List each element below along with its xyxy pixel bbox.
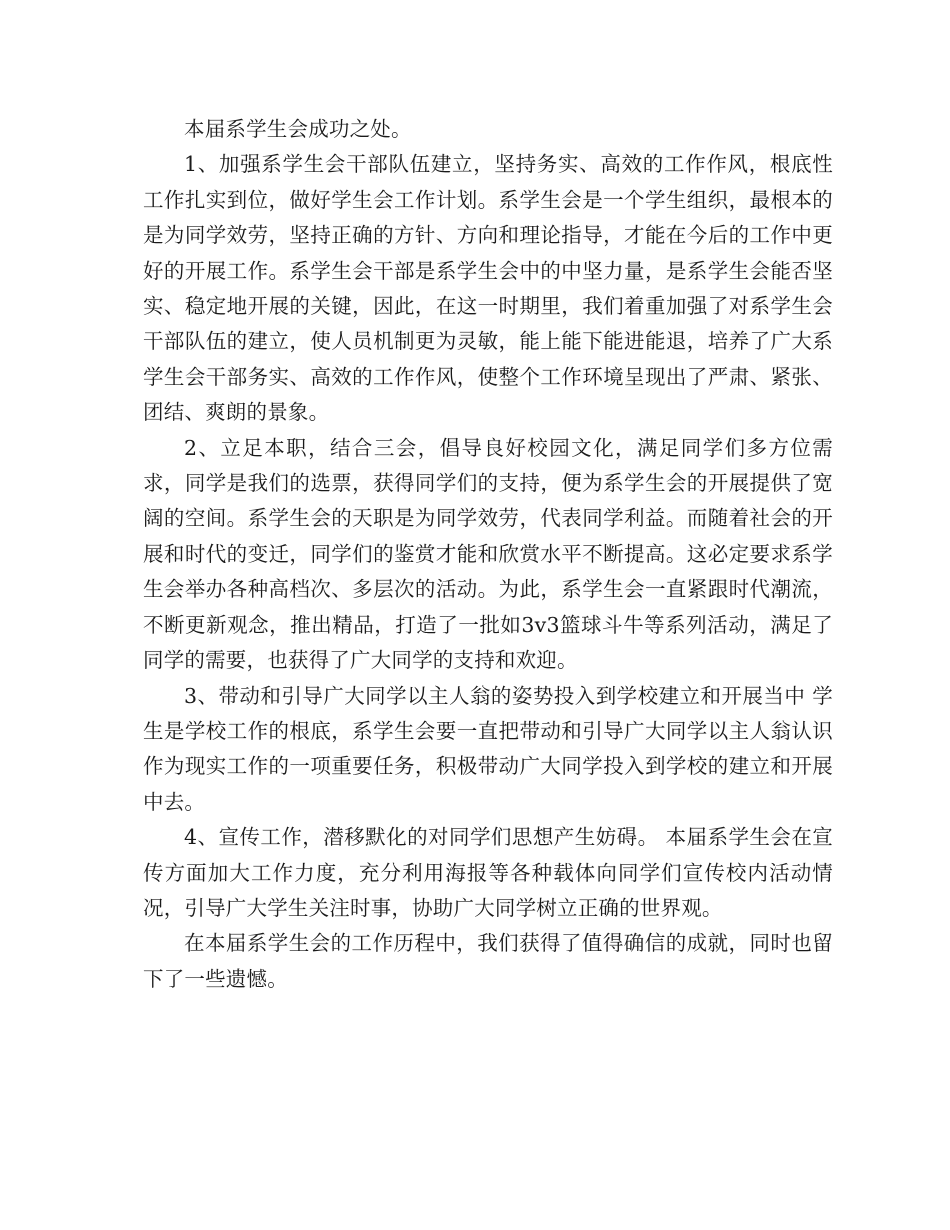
paragraph-conclusion: 在本届系学生会的工作历程中，我们获得了值得确信的成就，同时也留下了一些遗憾。	[143, 931, 833, 991]
paragraph-item-2: 2、立足本职，结合三会，倡导良好校园文化，满足同学们多方位需求，同学是我们的选票，获得同学们的支持，便为系学生会的开展提供了宽阔的空间。系学生会的天职是为同学效劳，代表同学利益。而随着社会的开展和时代的变迁，同学们的鉴赏才能和欣赏水平不断提高。这必定要求系学生会举办各种高档次、多层次的活动。为此，系学生会一直紧跟时代潮流，不断更新观念，推出精品，打造了一批如3v3篮球斗牛等系列活动，满足了同学的需要，也获得了广大同学的支持和欢迎。	[143, 435, 833, 673]
paragraph-item-3: 3、带动和引导广大同学以主人翁的姿势投入到学校建立和开展当中 学生是学校工作的根底，系学生会要一直把带动和引导广大同学以主人翁认识作为现实工作的一项重要任务，积极带动广大同学投入到学校的建立和开展中去。	[143, 683, 833, 814]
paragraph-item-4: 4、宣传工作，潜移默化的对同学们思想产生妨碍。 本届系学生会在宣传方面加大工作力度，充分利用海报等各种载体向同学们宣传校内活动情况，引导广大学生关注时事，协助广大同学树立正确的世界观。	[143, 825, 833, 920]
paragraph-item-1: 1、加强系学生会干部队伍建立，坚持务实、高效的工作作风，根底性工作扎实到位，做好学生会工作计划。系学生会是一个学生组织，最根本的是为同学效劳，坚持正确的方针、方向和理论指导，才能在今后的工作中更好的开展工作。系学生会干部是系学生会中的中坚力量，是系学生会能否坚实、稳定地开展的关键，因此，在这一时期里，我们着重加强了对系学生会干部队伍的建立，使人员机制更为灵敏，能上能下能进能退，培养了广大系学生会干部务实、高效的工作作风，使整个工作环境呈现出了严肃、紧张、团结、爽朗的景象。	[143, 152, 833, 425]
paragraph-intro: 本届系学生会成功之处。	[184, 117, 412, 141]
document-body	[143, 112, 833, 997]
